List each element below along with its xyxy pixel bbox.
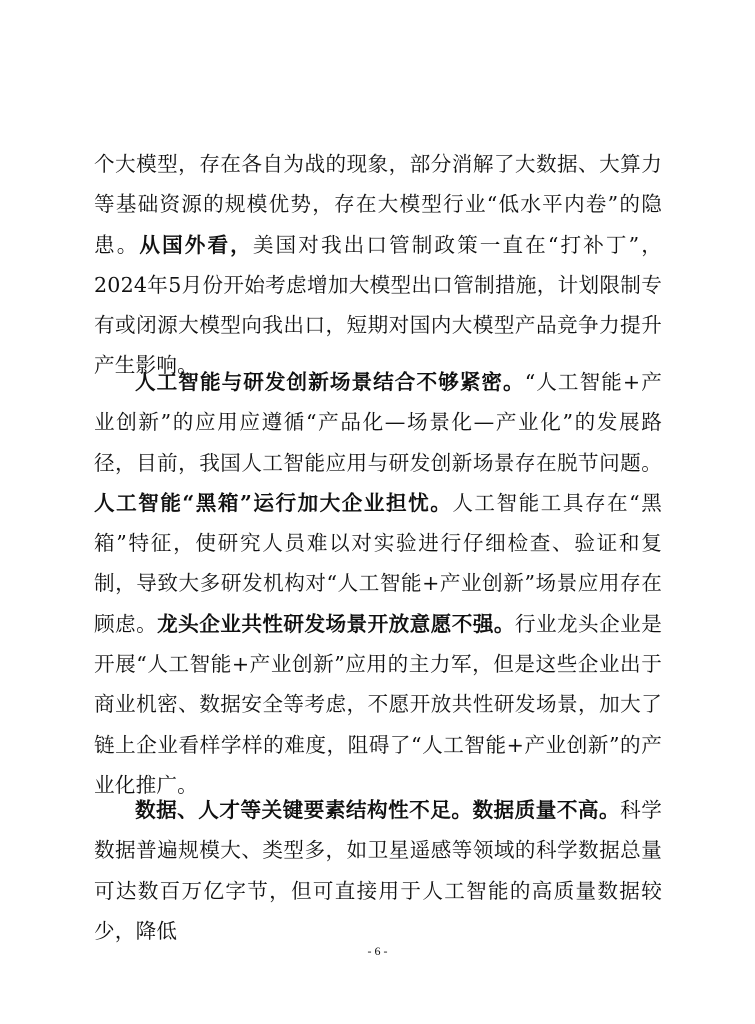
text-segment: 科学数据普遍规模大、类型多，如卫星遥感等领域的科学数据总量可达数百万亿字节，但可直接用于人工智能的高质量数据较少，降低 — [94, 798, 662, 943]
paragraph-text — [94, 144, 662, 386]
bold-heading-segment: 人工智能与研发创新场景结合不够紧密。 — [135, 370, 525, 394]
text-segment: “人工智能+产业创新”的应用应遵循“产品化—场景化—产业化”的发展路径，目前，我国人工智能应用与研发创新场景存在脱节问题。 — [94, 370, 662, 475]
paragraph-ai-rd-integration — [94, 362, 662, 805]
page-number: - 6 - — [367, 944, 388, 958]
paragraph-data-talent — [94, 790, 662, 951]
bold-heading-segment: 从国外看， — [139, 232, 253, 257]
bold-heading-segment: 龙头企业共性研发场景开放意愿不强。 — [157, 611, 515, 636]
text-segment: 美国对我出口管制政策一直在“打补丁”，2024年5月份开始考虑增加大模型出口管制措施，计划限制专有或闭源大模型向我出口，短期对国内大模型产品竞争力提升产生影响。 — [94, 232, 662, 378]
bold-heading-segment: 数据、人才等关键要素结构性不足。 — [135, 798, 473, 822]
paragraph-text — [94, 790, 662, 951]
text-segment: 个大模型，存在各自为战的现象，部分消解了大数据、大算力等基础资源的规模优势，存在大模型行业“低水平内卷”的隐患。 — [94, 152, 662, 257]
bold-heading-segment: 人工智能“黑箱”运行加大企业担忧。 — [94, 490, 453, 515]
bold-heading-segment: 数据质量不高。 — [472, 798, 621, 822]
paragraph-continuation — [94, 144, 662, 386]
paragraph-text — [94, 362, 662, 805]
text-segment: 人工智能工具存在“黑箱”特征，使研究人员难以对实验进行仔细检查、验证和复制，导致大多研发机构对“人工智能+产业创新”场景应用存在顾虑。 — [94, 490, 662, 636]
text-segment: 行业龙头企业是开展“人工智能+产业创新”应用的主力军，但是这些企业出于商业机密、数据安全等考虑，不愿开放共性研发场景，加大了链上企业看样学样的难度，阻碍了“人工智能+产业创新”的产业化推广。 — [94, 611, 662, 797]
